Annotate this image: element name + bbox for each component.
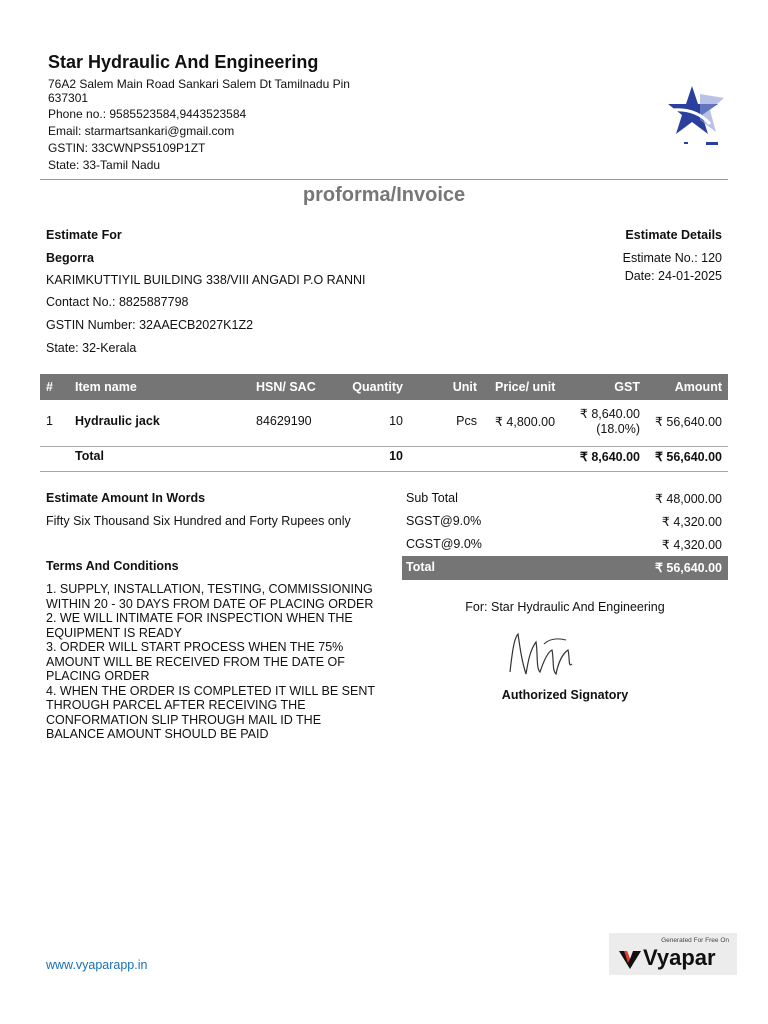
header-divider [40,179,728,180]
terms-line: 3. ORDER WILL START PROCESS WHEN THE 75% AMOUNT WILL BE RECEIVED FROM THE DATE OF PLACING ORDER [46,640,345,683]
estimate-number: Estimate No.: 120 [622,251,722,265]
table-row [40,400,728,446]
estimate-details-heading: Estimate Details [625,228,722,242]
total-gst: ₹ 8,640.00 [579,450,640,464]
customer-contact: Contact No.: 8825887798 [46,295,189,309]
footer-url[interactable]: www.vyaparapp.in [46,958,148,972]
row-gst-rate: (18.0%) [596,422,640,436]
customer-name: Begorra [46,251,94,265]
for-company-text: For: Star Hydraulic And Engineering [465,600,665,614]
company-phone: Phone no.: 9585523584,9443523584 [48,107,247,121]
summary-total-value: ₹ 56,640.00 [654,561,722,575]
terms-line: 1. SUPPLY, INSTALLATION, TESTING, COMMISSIONING WITHIN 20 - 30 DAYS FROM DATE OF PLACING ORDER [46,582,374,611]
badge-brand: Vyapar [643,945,716,970]
vyapar-badge [609,933,737,975]
terms-list [46,582,376,742]
cgst-label: CGST@9.0% [406,537,482,551]
amount-words-text: Fifty Six Thousand Six Hundred and Forty Rupees only [46,514,351,528]
customer-address: KARIMKUTTIYIL BUILDING 338/VIII ANGADI P.O RANNI [46,273,366,287]
table-total-row [40,447,728,471]
terms-line: 2. WE WILL INTIMATE FOR INSPECTION WHEN THE EQUIPMENT IS READY [46,611,353,640]
col-qty: Quantity [352,380,403,394]
summary-total-box [402,556,728,580]
estimate-for-heading: Estimate For [46,228,122,242]
total-qty: 10 [389,449,403,463]
terms-line: 4. WHEN THE ORDER IS COMPLETED IT WILL BE SENT THROUGH PARCEL AFTER RECEIVING THE CONFORMATION SLIP THROUGH MAIL ID THE BALANCE AMOUNT SHOULD BE PAID [46,683,375,741]
col-price: Price/ unit [495,380,556,394]
company-name: Star Hydraulic And Engineering [48,52,319,72]
vyapar-logo-icon [619,949,641,969]
col-amount: Amount [674,380,722,394]
items-table-header [40,374,728,400]
sgst-label: SGST@9.0% [406,514,482,528]
badge-caption: Generated For Free On [661,937,729,944]
col-unit: Unit [452,380,477,394]
signature-icon [500,624,584,682]
company-gstin: GSTIN: 33CWNPS5109P1ZT [48,141,206,155]
row-item: Hydraulic jack [75,414,160,428]
row-price: ₹ 4,800.00 [495,415,556,429]
terms-heading: Terms And Conditions [46,559,179,573]
row-num: 1 [46,414,53,428]
row-hsn: 84629190 [256,414,312,428]
total-divider [40,471,728,472]
amount-words-heading: Estimate Amount In Words [46,491,206,505]
col-num: # [46,380,53,394]
summary-total-label: Total [406,560,435,574]
total-amount: ₹ 56,640.00 [654,450,722,464]
subtotal-value: ₹ 48,000.00 [654,492,722,506]
col-item: Item name [75,380,137,394]
sgst-value: ₹ 4,320.00 [661,515,722,529]
row-amount: ₹ 56,640.00 [654,415,722,429]
authorized-signatory-label: Authorized Signatory [501,688,629,702]
star-logo-icon [666,80,728,148]
cgst-value: ₹ 4,320.00 [661,538,722,552]
estimate-date: Date: 24-01-2025 [624,269,722,283]
total-label: Total [75,449,104,463]
company-address: 76A2 Salem Main Road Sankari Salem Dt Tamilnadu Pin 637301 [48,77,350,105]
row-gst: ₹ 8,640.00 [579,407,640,421]
customer-gstin: GSTIN Number: 32AAECB2027K1Z2 [46,318,254,332]
customer-state: State: 32-Kerala [46,341,137,355]
row-qty: 10 [389,414,403,428]
col-gst: GST [614,380,640,394]
company-state: State: 33-Tamil Nadu [48,158,161,172]
document-title: proforma/Invoice [302,184,466,206]
col-hsn: HSN/ SAC [256,380,316,394]
row-unit: Pcs [456,414,477,428]
company-email: Email: starmartsankari@gmail.com [48,124,235,138]
subtotal-label: Sub Total [406,491,458,505]
